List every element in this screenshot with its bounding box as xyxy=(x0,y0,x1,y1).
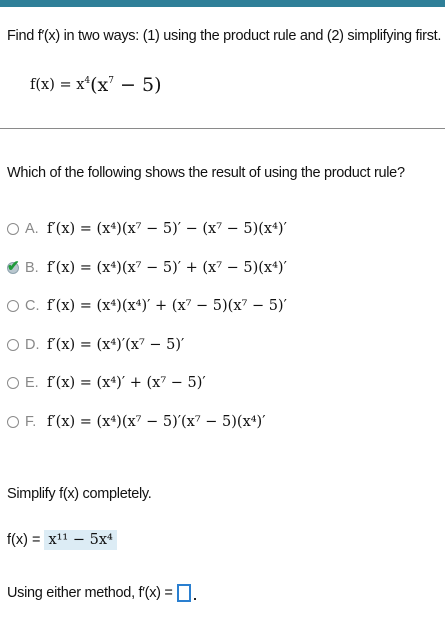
option-a[interactable] xyxy=(7,216,287,242)
radio-a[interactable] xyxy=(7,223,19,235)
option-expr: f′(x) = (x⁴)′(x⁷ − 5)′ xyxy=(47,337,185,353)
period xyxy=(194,598,196,600)
radio-e[interactable] xyxy=(7,377,19,389)
simplified-answer: x¹¹ − 5x⁴ xyxy=(44,530,116,550)
derivative-answer-row xyxy=(7,584,196,602)
derivative-input[interactable] xyxy=(177,584,191,602)
option-letter: C. xyxy=(25,298,40,314)
simplify-prompt: Simplify f(x) completely. xyxy=(7,486,152,502)
function-lhs: f(x) = x xyxy=(30,77,85,93)
option-expr: f′(x) = (x⁴)(x⁷ − 5)′(x⁷ − 5)(x⁴)′ xyxy=(47,414,266,430)
function-inner-open: (x xyxy=(90,74,109,96)
radio-d[interactable] xyxy=(7,339,19,351)
option-letter: F. xyxy=(25,414,37,430)
option-letter: A. xyxy=(25,221,39,237)
option-d[interactable] xyxy=(7,332,184,358)
simplified-answer-row xyxy=(7,530,117,550)
function-exp: 4 xyxy=(84,76,91,86)
option-letter: B. xyxy=(25,260,39,276)
option-letter: E. xyxy=(25,375,39,391)
divider xyxy=(0,128,445,129)
product-rule-prompt: Which of the following shows the result of using the product rule? xyxy=(7,165,405,181)
option-c[interactable] xyxy=(7,293,287,319)
checkmark-icon: ✔ xyxy=(7,258,20,275)
function-inner-exp: 7 xyxy=(108,76,115,86)
option-expr: f′(x) = (x⁴)(x⁷ − 5)′ − (x⁷ − 5)(x⁴)′ xyxy=(47,221,287,237)
radio-f[interactable] xyxy=(7,416,19,428)
function-definition xyxy=(30,72,162,94)
option-expr: f′(x) = (x⁴)(x⁴)′ + (x⁷ − 5)(x⁷ − 5)′ xyxy=(47,298,287,314)
option-letter: D. xyxy=(25,337,40,353)
option-expr: f′(x) = (x⁴)(x⁷ − 5)′ + (x⁷ − 5)(x⁴)′ xyxy=(47,260,287,276)
simplified-label: f(x) = xyxy=(7,532,41,548)
option-expr: f′(x) = (x⁴)′ + (x⁷ − 5)′ xyxy=(47,375,206,391)
option-b[interactable] xyxy=(7,255,287,281)
option-f[interactable] xyxy=(7,409,266,435)
question-prompt: Find f′(x) in two ways: (1) using the product rule and (2) simplifying first. xyxy=(7,28,442,44)
option-e[interactable] xyxy=(7,370,206,396)
radio-c[interactable] xyxy=(7,300,19,312)
derivative-prompt: Using either method, f′(x) = xyxy=(7,585,173,601)
function-inner-rest: − 5) xyxy=(114,74,162,96)
top-bar xyxy=(0,0,445,7)
radio-b-selected[interactable] xyxy=(7,258,20,275)
